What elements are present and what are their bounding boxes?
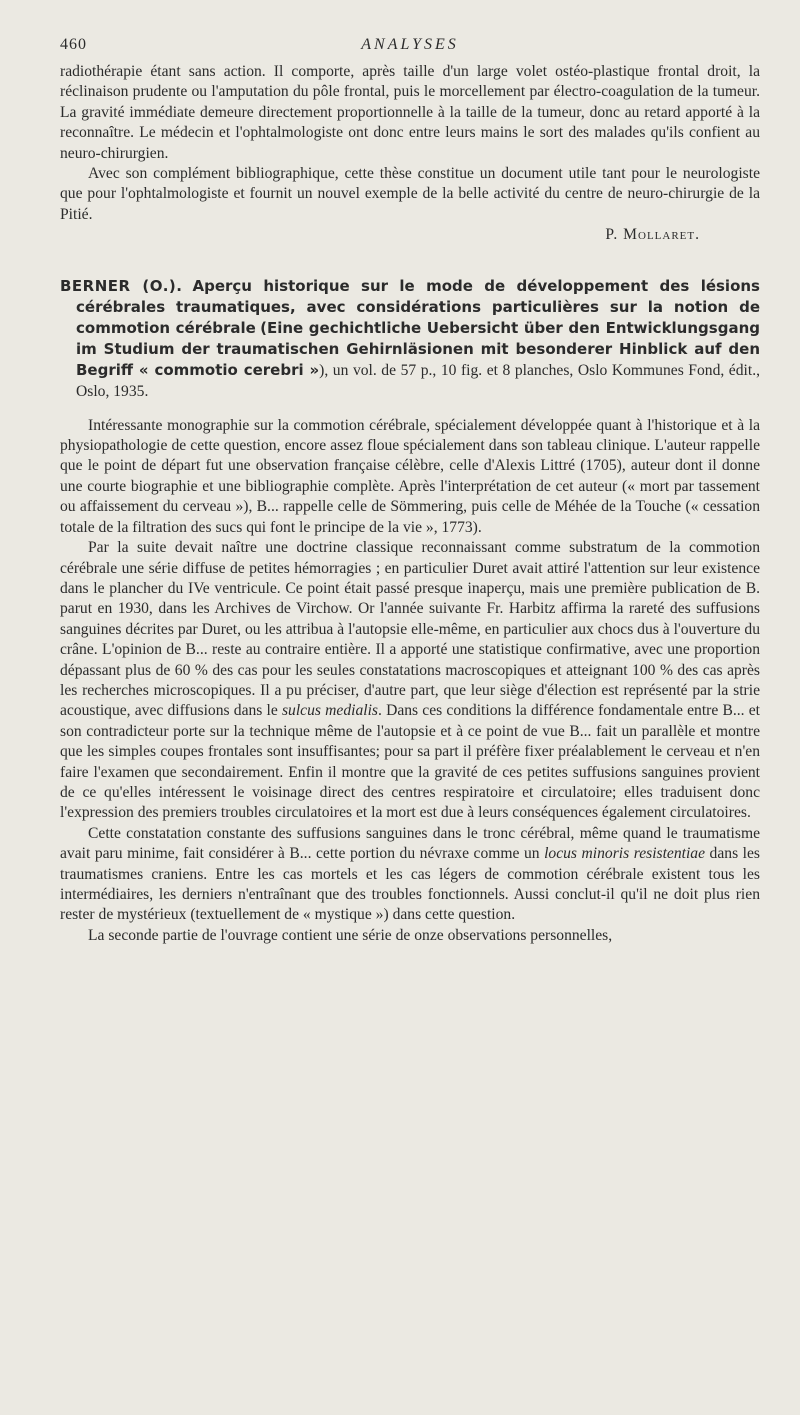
review-paragraph-2-part-a: Par la suite devait naître une doctrine classique reconnaissant comme substratum de la commotion cérébrale une série diffuse de petites hémorragies ; en particulier Duret avait attiré l'attention sur leur existence dans le plancher du IVe ventricule. Ce point était passé presque inaperçu, mais une première publication de B. parut en 1930, dans les Archives de Virchow. Or l'année suivante Fr. Harbitz affirma la rareté des suffusions sanguines décrites par Duret, ou les attribua à l'autopsie elle-même, en particulier aux chocs dus à l'ouverture du crâne. L'opinion de B... reste au contraire entière. Il a apporté une statistique confirmative, avec une proportion dépassant plus de 60 % des cas pour les seules constatations macroscopiques et atteignant 100 % des cas après les recherches microscopiques. Il a pu préciser, d'autre part, que leur siège d'élection est représenté par la strie acoustique, avec diffusions dans le — [60, 539, 760, 720]
review-author: BERNER (O.). — [60, 276, 183, 295]
page-number: 460 — [60, 36, 87, 53]
previous-review-conclusion — [60, 164, 760, 246]
review-title-german-open: ( — [260, 318, 267, 337]
review-title-french: Aperçu historique sur le mode de développement des lésions cérébrales traumatiques, avec considérations particulières sur la notion de commotion cérébrale — [76, 276, 760, 337]
review-paragraph-3 — [60, 824, 760, 926]
review-bibliographic-header — [60, 276, 760, 402]
reviewer-name: P. Mollaret. — [605, 226, 700, 244]
review-paragraph-2-part-b: . Dans ces conditions la différence fondamentale entre B... et son contradicteur porte sur la technique même de l'autopsie et à ce point de vue B... fait un parallèle et montre que les simples coupes frontales sont insuffisantes; pour sa part il préfère fixer préalablement le cerveau et n'en faire l'examen que secondairement. Enfin il montre que la gravité de ces petites suffusions sanguines provient de ce qu'elles intéressent le voisinage direct des centres respiratoire et circulatoire; elles traduisent donc l'expression des premiers troubles circulatoires et la mort est due à leurs conséquences également circulatoires. — [60, 702, 760, 822]
review-paragraph-3-part-a: Cette constatation constante des suffusions sanguines dans le tronc cérébral, même quand le traumatisme avait paru minime, fait considérer à B... cette portion du névraxe comme un — [60, 824, 760, 863]
review-title-german: Eine gechichtliche Uebersicht über den Entwicklungsgang im Studium der traumatischen Gehirnläsionen mit besonderer Hinblick auf den Begriff « commotio cerebri » — [76, 318, 760, 379]
reviewer-signature — [60, 225, 700, 245]
previous-review-paragraph: radiothérapie étant sans action. Il comporte, après taille d'un large volet ostéo-plastique frontal droit, la réclinaison prudente ou l'amputation du pôle frontal, puis le morcellement par électro-coagulation de la tumeur. La gravité immédiate demeure directement proportionnelle à la taille de la tumeur, donc au retard apporté à la reconnaître. Le médecin et l'ophtalmologiste ont donc entre leurs mains le sort des malades qu'ils confient au neuro-chirurgien. — [60, 63, 760, 162]
section-gap — [60, 246, 760, 276]
review-paragraph-2 — [60, 538, 760, 824]
review-paragraph-3-latin-term: locus minoris resistentiae — [544, 845, 706, 863]
review-paragraph-2-latin-term: sulcus medialis — [281, 702, 378, 720]
section-title: ANALYSES — [361, 36, 459, 53]
review-paragraph-1: Intéressante monographie sur la commotion cérébrale, spécialement développée quant à l'historique et à la physiopathologie de cette question, encore assez floue spécialement dans son tableau clinique. L'auteur rappelle que le point de départ fut une observation française célèbre, celle d'Alexis Littré (1705), auteur dont il donne une courte biographie et une bibliographie complète. Après l'interprétation de cet auteur (« mort par tassement ou affaissement du cerveau »), B... rappelle celle de Sömmering, puis celle de Méhée de la Touche (« cessation totale de la filtration des sucs qui font le principe de la vie », 1773). — [60, 416, 760, 536]
running-head — [60, 36, 760, 62]
review-paragraph-3-part-b: dans les traumatismes craniens. Entre les cas mortels et les cas légers de commotion cérébrale existent tous les intermédiaires, les derniers n'entraînant que des troubles fonctionnels. Aussi conclut-il qu'il ne doit plus rien rester de mystérieux (textuellement de « mystique ») dans cette question. — [60, 845, 760, 924]
review-paragraph-4: La seconde partie de l'ouvrage contient une série de onze observations personnelles, — [88, 926, 613, 944]
review-publication-info: ), un vol. de 57 p., 10 fig. et 8 planches, Oslo Kommunes Fond, édit., Oslo, 1935. — [76, 361, 760, 400]
previous-review-conclusion-text: Avec son complément bibliographique, cette thèse constitue un document utile tant pour le neurologiste que pour l'ophtalmologiste et fournit un nouvel exemple de la belle activité du centre de neuro-chirurgie de la Pitié. — [60, 165, 760, 223]
